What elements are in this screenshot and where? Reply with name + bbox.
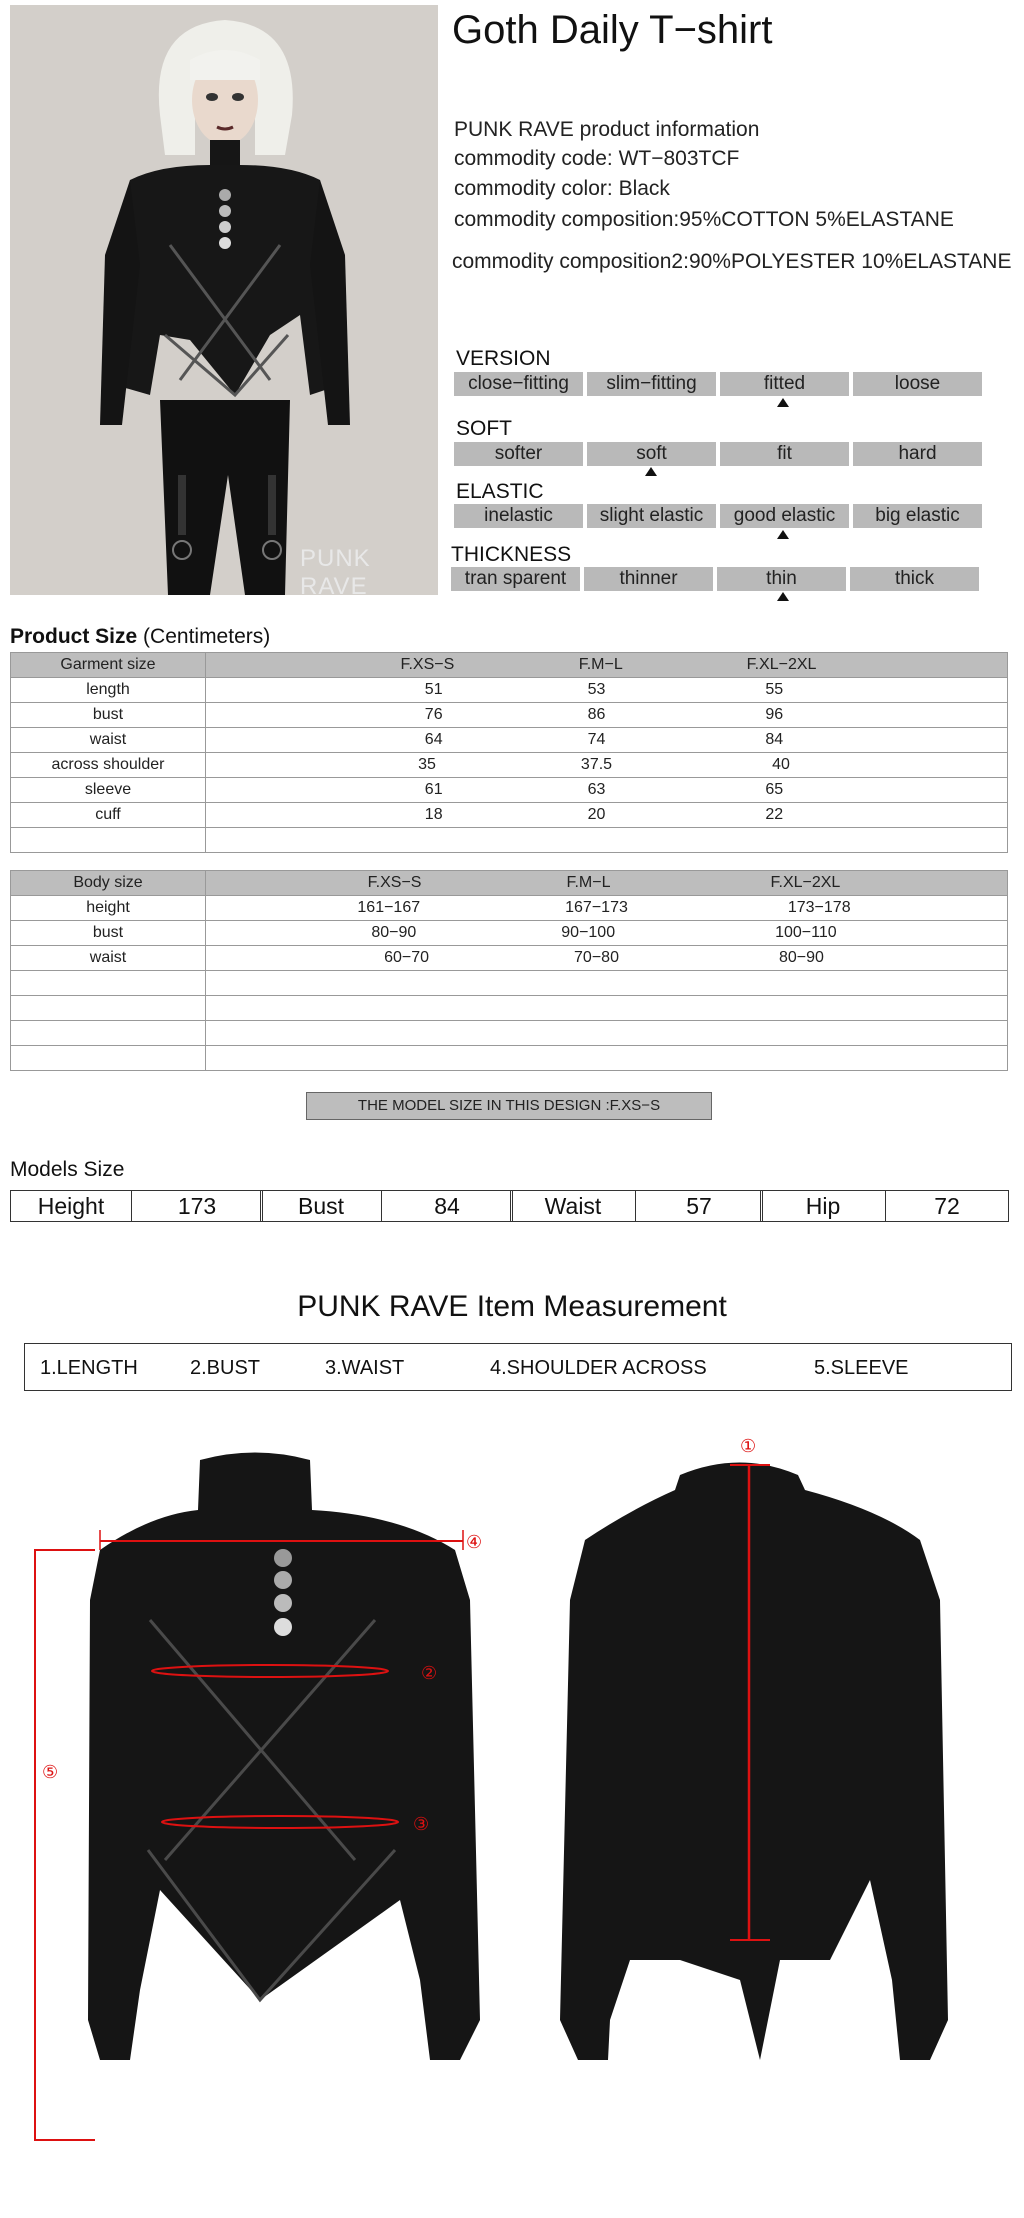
garment-back-shape	[560, 1463, 948, 2061]
attr-option: close−fitting	[454, 372, 583, 396]
table-row	[11, 946, 1008, 971]
model-size-note: THE MODEL SIZE IN THIS DESIGN :F.XS−S	[306, 1092, 712, 1120]
value-cell: 53	[587, 681, 606, 698]
table-row-empty	[11, 1046, 1008, 1071]
moon-icon	[274, 1549, 292, 1567]
empty-cell	[11, 1046, 206, 1071]
model-measure-value: 173	[177, 1193, 217, 1219]
model-measure-label: Height	[11, 1191, 132, 1221]
empty-cell	[11, 1021, 206, 1046]
value-cell: 173−178	[787, 899, 851, 916]
table-row	[11, 753, 1008, 778]
value-cell: 20	[587, 806, 606, 823]
moon-icon	[274, 1594, 292, 1612]
row-label: height	[11, 896, 206, 921]
header-cell: F.M−L	[566, 874, 611, 891]
commodity-composition-label: commodity composition:	[454, 208, 680, 231]
empty-cell	[206, 996, 1008, 1021]
row-label: sleeve	[11, 778, 206, 803]
measure-item-shoulder: 4.SHOULDER ACROSS	[490, 1357, 707, 1379]
attr-option: thick	[850, 567, 979, 591]
attr-option: slight elastic	[587, 504, 716, 528]
table-row-empty	[11, 1021, 1008, 1046]
value-cell: 60−70	[384, 949, 430, 966]
value-cell: 76	[424, 706, 443, 723]
header-sizes	[206, 653, 1008, 678]
attr-option: inelastic	[454, 504, 583, 528]
attr-option: hard	[853, 442, 982, 466]
model-measure-label: Hip	[761, 1191, 886, 1221]
empty-cell	[206, 1046, 1008, 1071]
photo-watermark: PUNK RAVE	[300, 545, 371, 595]
models-size-heading: Models Size	[10, 1158, 125, 1181]
moon-icon	[274, 1618, 292, 1636]
value-cell: 100−110	[775, 924, 837, 941]
value-cell: 84	[765, 731, 784, 748]
table-header-row	[11, 871, 1008, 896]
attr-thickness-scale	[451, 567, 979, 591]
value-cell: 18	[424, 806, 443, 823]
commodity-code-label: commodity code:	[454, 147, 613, 170]
row-label: bust	[11, 921, 206, 946]
header-cell: F.M−L	[578, 656, 623, 673]
table-row	[11, 803, 1008, 828]
attr-option: loose	[853, 372, 982, 396]
table-row-empty	[11, 971, 1008, 996]
value-cell: 161−167	[357, 899, 421, 916]
marker-5: ⑤	[42, 1762, 59, 1783]
selected-marker-version	[777, 398, 789, 407]
attr-option: softer	[454, 442, 583, 466]
body-size-table	[10, 870, 1008, 1071]
selected-marker-elastic	[777, 530, 789, 539]
row-label: waist	[11, 728, 206, 753]
attr-option: big elastic	[853, 504, 982, 528]
marker-1: ①	[740, 1436, 757, 1457]
attr-elastic-label: ELASTIC	[456, 480, 544, 503]
row-values	[206, 896, 1008, 921]
attr-option: fit	[720, 442, 849, 466]
commodity-composition2	[452, 250, 1011, 274]
value-cell: 80−90	[371, 924, 417, 941]
selected-marker-thickness	[777, 592, 789, 601]
row-values	[206, 728, 1008, 753]
value-cell: 55	[765, 681, 784, 698]
value-cell: 70−80	[574, 949, 619, 966]
value-cell: 80−90	[778, 949, 824, 966]
value-cell: 51	[424, 681, 443, 698]
commodity-code	[454, 147, 739, 171]
attr-version-label: VERSION	[456, 347, 551, 370]
product-size-heading	[10, 625, 270, 649]
measurement-title: PUNK RAVE Item Measurement	[297, 1290, 727, 1323]
commodity-code-value: WT−803TCF	[618, 147, 740, 170]
selected-marker-soft	[645, 467, 657, 476]
empty-cell	[206, 1021, 1008, 1046]
attr-option: good elastic	[720, 504, 849, 528]
model-measure-label: Bust	[261, 1191, 382, 1221]
attr-option: soft	[587, 442, 716, 466]
row-label: bust	[11, 703, 206, 728]
info-heading: PUNK RAVE product information	[454, 118, 760, 141]
garment-front-diagram	[0, 1420, 500, 2160]
measure-item-bust: 2.BUST	[190, 1357, 261, 1379]
attr-option: tran sparent	[451, 567, 580, 591]
value-cell: 90−100	[561, 924, 616, 941]
commodity-composition2-label: commodity composition2:	[452, 250, 689, 273]
table-row	[11, 778, 1008, 803]
attr-elastic-scale	[454, 504, 982, 528]
model-photo	[10, 5, 438, 595]
model-measure-value: 84	[434, 1193, 460, 1219]
commodity-color	[454, 177, 670, 201]
row-label: length	[11, 678, 206, 703]
table-row-empty	[11, 996, 1008, 1021]
attr-option: fitted	[720, 372, 849, 396]
model-measure-value: 57	[686, 1193, 712, 1219]
marker-4: ④	[466, 1532, 483, 1553]
value-cell: 74	[587, 731, 606, 748]
moon-icon	[274, 1571, 292, 1589]
row-values	[206, 921, 1008, 946]
value-cell: 86	[587, 706, 606, 723]
product-size-title: Product Size	[10, 625, 138, 648]
attr-soft-scale	[454, 442, 982, 466]
measure-item-sleeve: 5.SLEEVE	[814, 1357, 909, 1379]
header-sizes	[206, 871, 1008, 896]
table-row	[11, 896, 1008, 921]
attr-thickness-label: THICKNESS	[451, 543, 572, 566]
value-cell: 96	[765, 706, 784, 723]
model-illustration	[10, 5, 438, 595]
model-measure-label: Waist	[511, 1191, 636, 1221]
commodity-composition-value: 95%COTTON 5%ELASTANE	[679, 208, 954, 231]
value-cell: 37.5	[580, 756, 613, 773]
empty-cell	[206, 828, 1008, 853]
empty-cell	[206, 971, 1008, 996]
model-measure-height	[10, 1190, 263, 1222]
garment-back-diagram	[530, 1420, 1020, 2160]
product-size-unit: (Centimeters)	[143, 625, 271, 648]
attr-option: thinner	[584, 567, 713, 591]
empty-cell	[11, 971, 206, 996]
header-cell: Garment size	[11, 653, 206, 678]
row-label: across shoulder	[11, 753, 206, 778]
table-row-empty	[11, 828, 1008, 853]
header-cell: F.XS−S	[367, 874, 422, 891]
row-values	[206, 678, 1008, 703]
measure-line-sleeve	[35, 1550, 95, 2140]
table-row	[11, 678, 1008, 703]
measure-item-length: 1.LENGTH	[40, 1357, 138, 1379]
value-cell: 35	[418, 756, 436, 773]
marker-3: ③	[413, 1814, 430, 1835]
empty-cell	[11, 996, 206, 1021]
model-measure-value: 72	[934, 1193, 960, 1219]
table-row	[11, 703, 1008, 728]
commodity-color-value: Black	[618, 177, 670, 200]
model-measure-hip	[760, 1190, 1009, 1222]
table-header-row	[11, 653, 1008, 678]
row-values	[206, 946, 1008, 971]
commodity-color-label: commodity color:	[454, 177, 613, 200]
attr-soft-label: SOFT	[456, 417, 512, 440]
row-label: cuff	[11, 803, 206, 828]
garment-front-shape	[88, 1453, 483, 2061]
table-row	[11, 728, 1008, 753]
attr-option: slim−fitting	[587, 372, 716, 396]
product-title: Goth Daily T−shirt	[452, 8, 773, 52]
value-cell: 64	[424, 731, 443, 748]
header-cell: F.XL−2XL	[746, 656, 817, 673]
value-cell: 167−173	[565, 899, 628, 916]
attr-version-scale	[454, 372, 982, 396]
garment-size-table	[10, 652, 1008, 853]
row-values	[206, 778, 1008, 803]
value-cell: 61	[424, 781, 443, 798]
value-cell: 63	[587, 781, 606, 798]
row-values	[206, 753, 1008, 778]
attr-option: thin	[717, 567, 846, 591]
model-measure-bust	[260, 1190, 513, 1222]
commodity-composition2-value: 90%POLYESTER 10%ELASTANE	[688, 250, 1012, 273]
header-cell: F.XL−2XL	[770, 874, 841, 891]
value-cell: 40	[772, 756, 790, 773]
marker-2: ②	[421, 1663, 438, 1684]
model-measure-waist	[510, 1190, 763, 1222]
empty-cell	[11, 828, 206, 853]
value-cell: 22	[765, 806, 784, 823]
row-label: waist	[11, 946, 206, 971]
table-row	[11, 921, 1008, 946]
header-cell: Body size	[11, 871, 206, 896]
header-cell: F.XS−S	[400, 656, 455, 673]
row-values	[206, 803, 1008, 828]
value-cell: 65	[765, 781, 784, 798]
row-values	[206, 703, 1008, 728]
commodity-composition	[454, 208, 954, 232]
measure-item-waist: 3.WAIST	[325, 1357, 405, 1379]
